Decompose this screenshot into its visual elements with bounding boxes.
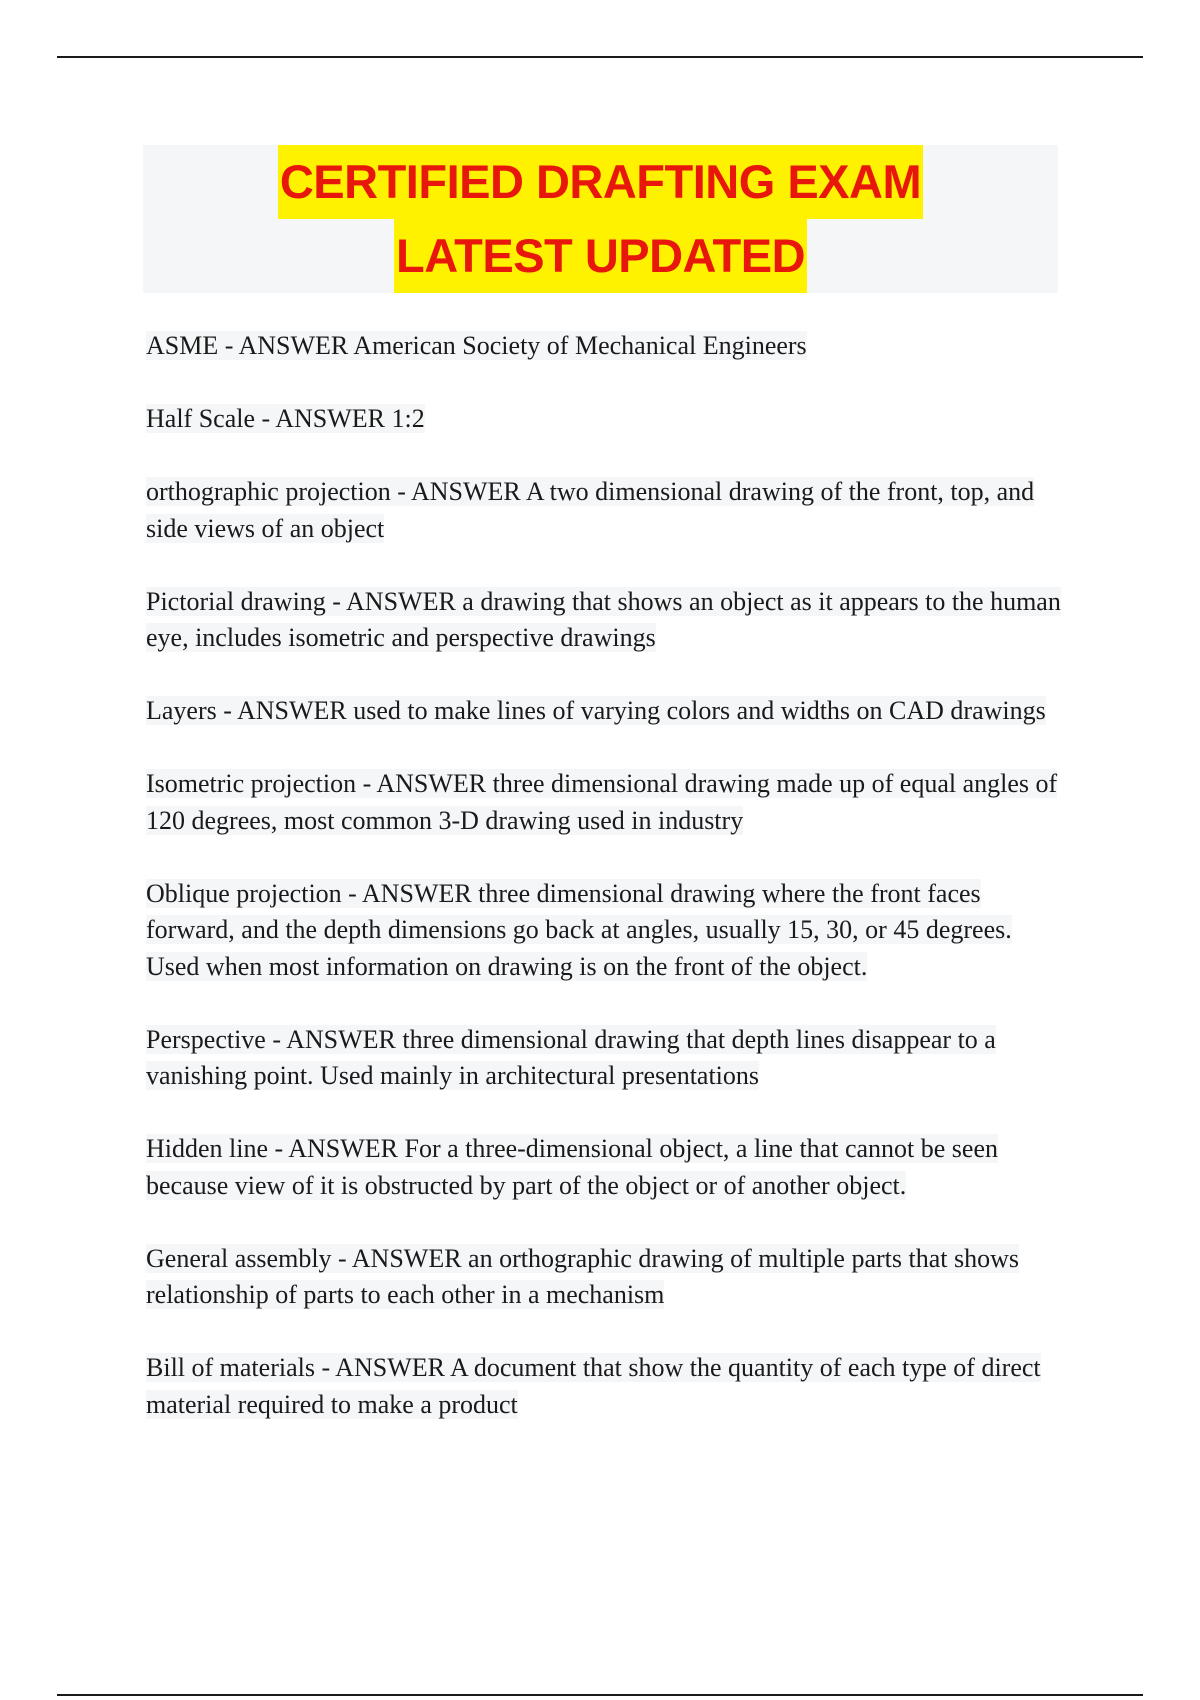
title-line-1: CERTIFIED DRAFTING EXAM <box>278 145 923 219</box>
qa-entry <box>146 1131 1066 1204</box>
qa-entry <box>146 876 1066 986</box>
top-rule <box>57 56 1143 58</box>
qa-entry <box>146 474 1066 547</box>
qa-entry <box>146 1241 1066 1314</box>
qa-entry <box>146 328 1066 365</box>
bottom-rule <box>57 1694 1143 1696</box>
qa-entry-text: Oblique projection - ANSWER three dimensional drawing where the front faces forward, and the depth dimensions go back at angles, usually 15, 30, or 45 degrees. Used when most information on drawing is on the front of the object. <box>146 878 1012 981</box>
qa-entry-text: Hidden line - ANSWER For a three-dimensional object, a line that cannot be seen because view of it is obstructed by part of the object or of another object. <box>146 1134 998 1200</box>
qa-entry <box>146 766 1066 839</box>
title-block <box>143 145 1058 293</box>
qa-list <box>146 328 1066 1460</box>
qa-entry-text: Layers - ANSWER used to make lines of varying colors and widths on CAD drawings <box>146 696 1046 725</box>
qa-entry-text: Half Scale - ANSWER 1:2 <box>146 404 425 433</box>
qa-entry <box>146 584 1066 657</box>
qa-entry-text: Isometric projection - ANSWER three dimensional drawing made up of equal angles of 120 degrees, most common 3-D drawing used in industry <box>146 769 1058 835</box>
qa-entry-text: Pictorial drawing - ANSWER a drawing that shows an object as it appears to the human eye, includes isometric and perspective drawings <box>146 586 1061 652</box>
qa-entry <box>146 1022 1066 1095</box>
title-line-2: LATEST UPDATED <box>394 219 807 293</box>
qa-entry-text: General assembly - ANSWER an orthographic drawing of multiple parts that shows relationship of parts to each other in a mechanism <box>146 1243 1019 1309</box>
qa-entry <box>146 401 1066 438</box>
qa-entry-text: orthographic projection - ANSWER A two dimensional drawing of the front, top, and side views of an object <box>146 477 1035 543</box>
qa-entry <box>146 1350 1066 1423</box>
qa-entry-text: Perspective - ANSWER three dimensional drawing that depth lines disappear to a vanishing point. Used mainly in architectural presentations <box>146 1024 996 1090</box>
qa-entry-text: Bill of materials - ANSWER A document that show the quantity of each type of direct material required to make a product <box>146 1353 1041 1419</box>
qa-entry-text: ASME - ANSWER American Society of Mechanical Engineers <box>146 331 807 360</box>
qa-entry <box>146 693 1066 730</box>
